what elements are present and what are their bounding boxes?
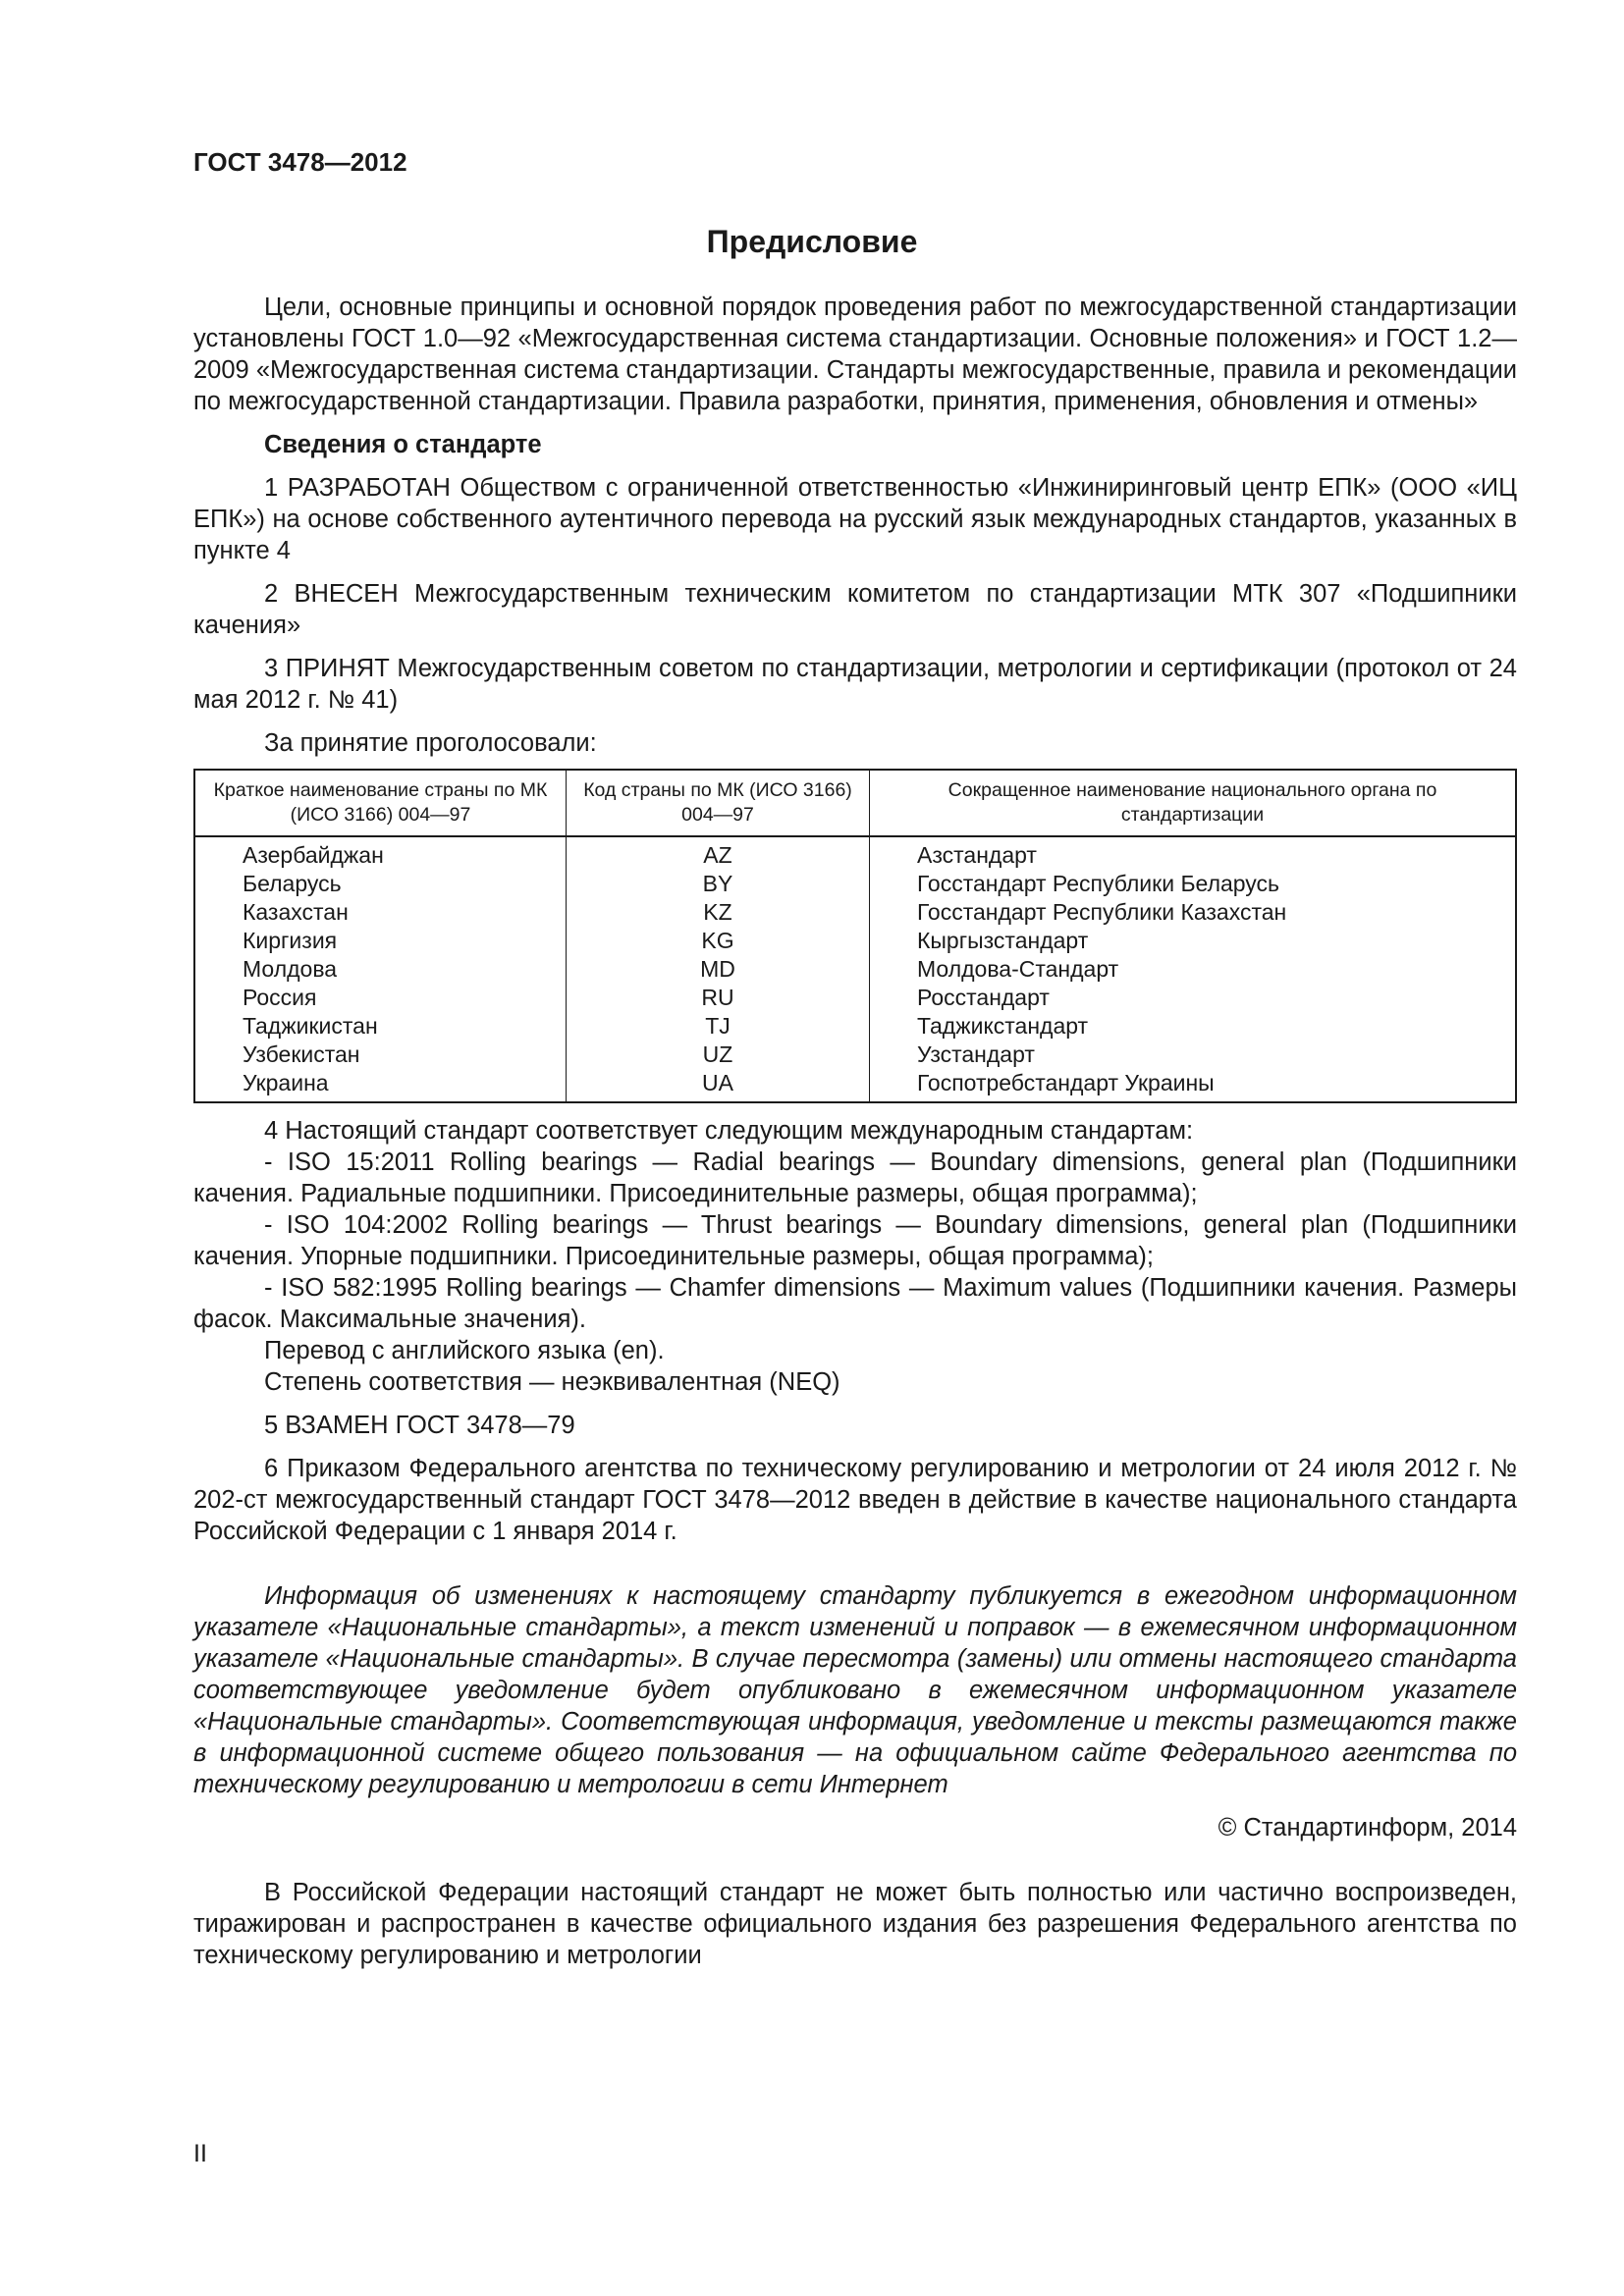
body-cell: Госстандарт Республики Беларусь <box>917 871 1280 896</box>
copyright: © Стандартинформ, 2014 <box>1218 1814 1517 1842</box>
table-row <box>194 836 1516 870</box>
item-adopted: 3 ПРИНЯТ Межгосударственным советом по стандартизации, метрологии и сертификации (протокол от 24 мая 2012 г. № 41) <box>193 655 1517 714</box>
intro-paragraph: Цели, основные принципы и основной порядок проведения работ по межгосударственной стандартизации установлены ГОСТ 1.0—92 «Межгосударственная система стандартизации. Основные положения» и ГОСТ 1.2—2009 «Межгосударственная система стандартизации. Стандарты межгосударственные, правила и рекомендации по межгосударственной стандартизации. Правила разработки, принятия, применения, обновления и отмены» <box>193 294 1517 415</box>
country-cell: Узбекистан <box>194 1041 567 1069</box>
item4-degree: Степень соответствия — неэквивалентная (NEQ) <box>264 1368 840 1396</box>
code-cell: AZ <box>567 836 870 870</box>
table-row <box>194 1041 1516 1069</box>
country-cell: Киргизия <box>194 927 567 955</box>
item-replaces: 5 ВЗАМЕН ГОСТ 3478—79 <box>264 1412 575 1439</box>
table-row <box>194 927 1516 955</box>
code-cell: MD <box>567 955 870 984</box>
item-enacted: 6 Приказом Федерального агентства по техническому регулированию и метрологии от 24 июля 2012 г. № 202-ст межгосударственный стандарт ГОСТ 3478—2012 введен в действие в качестве национального стандарта Российской Федерации с 1 января 2014 г. <box>193 1455 1517 1545</box>
table-header-row <box>194 770 1516 836</box>
item4-iso104: - ISO 104:2002 Rolling bearings — Thrust bearings — Boundary dimensions, general plan (Подшипники качения. Упорные подшипники. Присоединительные размеры, общая программа); <box>193 1211 1517 1270</box>
table-row <box>194 1069 1516 1102</box>
body-cell: Таджикстандарт <box>917 1013 1089 1039</box>
code-cell: UA <box>567 1069 870 1102</box>
page-number: II <box>193 2140 207 2167</box>
body-cell: Молдова-Стандарт <box>917 956 1119 982</box>
column-header-code: Код страны по МК (ИСО 3166) 004—97 <box>567 770 870 836</box>
voting-table <box>193 769 1517 1103</box>
page-title: Предисловие <box>706 224 918 259</box>
voted-label: За принятие проголосовали: <box>264 729 597 757</box>
change-notice: Информация об изменениях к настоящему стандарту публикуется в ежегодном информационном указателе «Национальные стандарты», а текст изменений и поправок — в ежемесячном информационном указателе «Национальные стандарты». В случае пересмотра (замены) или отмены настоящего стандарта соответствующее уведомление будет опубликовано в ежемесячном информационном указателе «Национальные стандарты». Соответствующая информация, уведомление и тексты размещаются также в информационной системе общего пользования — на официальном сайте Федерального агентства по техническому регулированию и метрологии в сети Интернет <box>193 1582 1517 1798</box>
code-cell: KG <box>567 927 870 955</box>
country-cell: Украина <box>194 1069 567 1102</box>
table-row <box>194 898 1516 927</box>
body-cell: Узстандарт <box>917 1041 1035 1067</box>
country-cell: Таджикистан <box>194 1012 567 1041</box>
column-header-body: Сокращенное наименование национального органа по стандартизации <box>870 770 1517 836</box>
code-cell: UZ <box>567 1041 870 1069</box>
table-row <box>194 1012 1516 1041</box>
body-cell: Росстандарт <box>917 985 1050 1010</box>
country-cell: Казахстан <box>194 898 567 927</box>
country-cell: Азербайджан <box>194 836 567 870</box>
item4-lead: 4 Настоящий стандарт соответствует следующим международным стандартам: <box>264 1117 1194 1145</box>
code-cell: BY <box>567 870 870 898</box>
table-row <box>194 955 1516 984</box>
body-cell: Кыргызстандарт <box>917 928 1089 953</box>
item4-translation: Перевод с английского языка (en). <box>264 1337 665 1364</box>
item4-iso582: - ISO 582:1995 Rolling bearings — Chamfer dimensions — Maximum values (Подшипники качения. Размеры фасок. Максимальные значения). <box>193 1274 1517 1333</box>
body-cell: Госпотребстандарт Украины <box>917 1070 1215 1095</box>
info-heading: Сведения о стандарте <box>264 431 542 458</box>
body-cell: Госстандарт Республики Казахстан <box>917 899 1287 925</box>
table-row <box>194 984 1516 1012</box>
reproduction-restriction: В Российской Федерации настоящий стандарт не может быть полностью или частично воспроизведен, тиражирован и распространен в качестве официального издания без разрешения Федерального агентства по техническому регулированию и метрологии <box>193 1879 1517 1969</box>
code-cell: RU <box>567 984 870 1012</box>
body-cell: Азстандарт <box>917 842 1037 868</box>
table-row <box>194 870 1516 898</box>
item4-iso15: - ISO 15:2011 Rolling bearings — Radial bearings — Boundary dimensions, general plan (Подшипники качения. Радиальные подшипники. Присоединительные размеры, общая программа); <box>193 1148 1517 1207</box>
document-body <box>193 292 1517 1971</box>
standard-code: ГОСТ 3478—2012 <box>193 147 407 177</box>
item-introduced: 2 ВНЕСЕН Межгосударственным техническим комитетом по стандартизации МТК 307 «Подшипники качения» <box>193 580 1517 639</box>
column-header-country: Краткое наименование страны по МК (ИСО 3166) 004—97 <box>194 770 567 836</box>
item-developed: 1 РАЗРАБОТАН Обществом с ограниченной ответственностью «Инжиниринговый центр ЕПК» (ООО «ИЦ ЕПК») на основе собственного аутентичного перевода на русский язык международных стандартов, указанных в пункте 4 <box>193 474 1517 564</box>
code-cell: TJ <box>567 1012 870 1041</box>
country-cell: Беларусь <box>194 870 567 898</box>
country-cell: Молдова <box>194 955 567 984</box>
country-cell: Россия <box>194 984 567 1012</box>
code-cell: KZ <box>567 898 870 927</box>
